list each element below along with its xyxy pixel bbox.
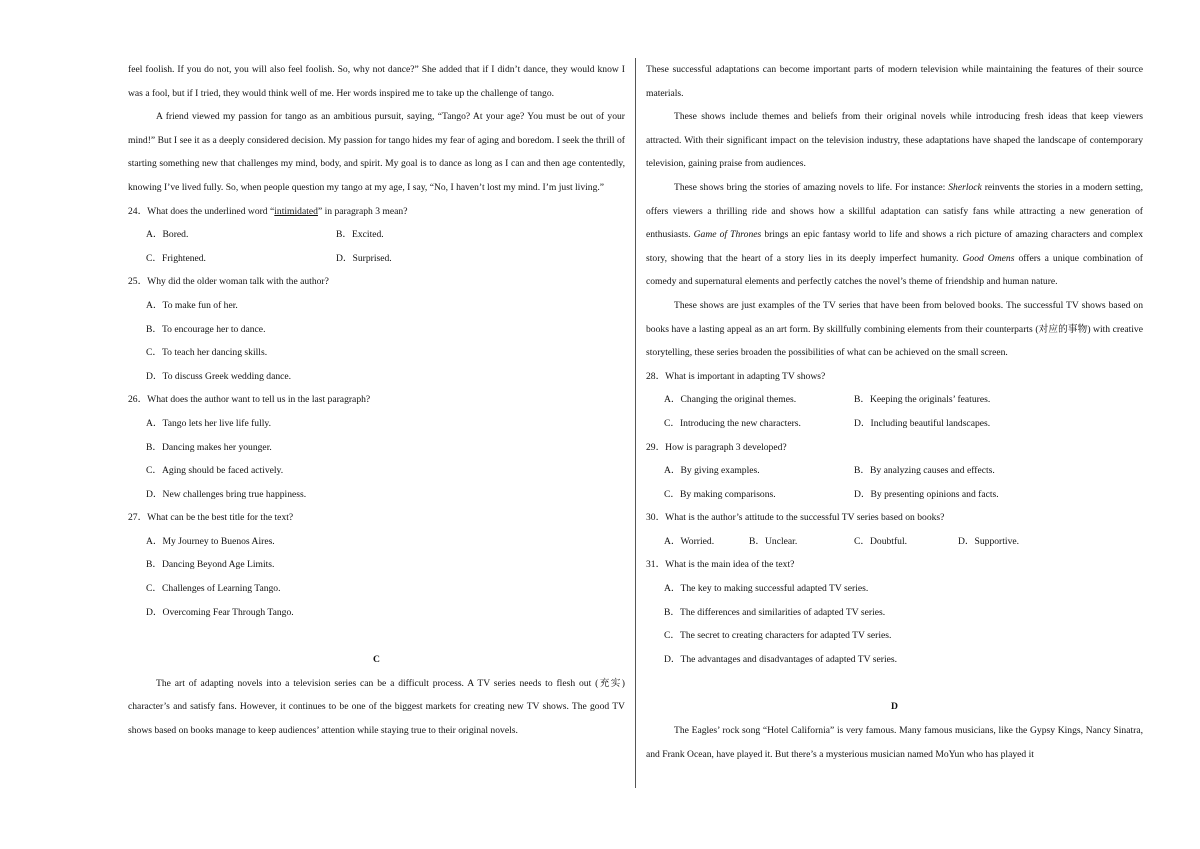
option-c[interactable]: C．Frightened.: [146, 252, 206, 264]
option-c[interactable]: C．By making comparisons.: [664, 488, 776, 500]
title-game-of-thrones: Game of Thrones: [693, 229, 762, 241]
question-stem: 24．What does the underlined word “intimidated” in paragraph 3 mean?: [128, 205, 408, 217]
column-divider: [635, 58, 636, 788]
option-a[interactable]: A．Changing the original themes.: [664, 394, 797, 406]
option-a[interactable]: A．Tango lets her live life fully.: [146, 417, 271, 429]
option-d[interactable]: D．The advantages and disadvantages of adapted TV series.: [664, 653, 898, 665]
section-d-paragraph: The Eagles’ rock song “Hotel California” is very famous. Many famous musicians, like the Gypsy Kings, Nancy Sinatra, and Frank Ocean, have played it. But there’s a mysterious musician named MoYun who has played it: [646, 725, 1143, 760]
question-28: [646, 365, 1143, 436]
question-29: [646, 436, 1143, 507]
option-a[interactable]: A．Worried.: [664, 535, 715, 547]
question-30: [646, 506, 1143, 553]
answer-options: [646, 388, 1143, 435]
option-c[interactable]: C．Introducing the new characters.: [664, 417, 801, 429]
option-d[interactable]: D．Overcoming Fear Through Tango.: [146, 606, 294, 618]
question-26: [128, 388, 625, 506]
option-a[interactable]: A．To make fun of her.: [146, 299, 238, 311]
answer-options: [128, 412, 625, 506]
right-column: [646, 58, 1143, 766]
question-31: [646, 553, 1143, 671]
option-c[interactable]: C．Challenges of Learning Tango.: [146, 583, 281, 595]
paragraph-3: [646, 176, 1143, 294]
text-run: offers a unique combination of comedy and supernatural elements and perfectly catches the novel’s theme of friendship and human nature.: [646, 252, 1144, 288]
question-stem: 28．What is important in adapting TV shows?: [646, 370, 826, 382]
question-stem: 30．What is the author’s attitude to the successful TV series based on books?: [646, 512, 945, 524]
option-b[interactable]: B．Excited.: [336, 229, 384, 241]
answer-options: [646, 530, 1143, 554]
answer-options: [128, 294, 625, 388]
title-sherlock: Sherlock: [948, 181, 982, 193]
left-column: [128, 58, 625, 743]
option-c[interactable]: C．The secret to creating characters for adapted TV series.: [664, 630, 892, 642]
option-d[interactable]: D．Surprised.: [336, 252, 392, 264]
option-b[interactable]: B．Unclear.: [749, 535, 798, 547]
option-b[interactable]: B．Keeping the originals’ features.: [854, 394, 991, 406]
option-b[interactable]: B．Dancing makes her younger.: [146, 441, 272, 453]
option-a[interactable]: A．Bored.: [146, 229, 189, 241]
option-a[interactable]: A．The key to making successful adapted TV series.: [664, 583, 869, 595]
question-stem: 29．How is paragraph 3 developed?: [646, 441, 787, 453]
option-c[interactable]: C．Aging should be faced actively.: [146, 465, 284, 477]
title-good-omens: Good Omens: [962, 252, 1015, 264]
paragraph-continued: feel foolish. If you do not, you will also feel foolish. So, why not dance?” She added that if I didn’t dance, they would know I was a fool, but if I tried, they would think well of me. Her words inspired me to take up the challenge of tango.: [128, 64, 625, 99]
paragraph-2: These shows include themes and beliefs from their original novels while introducing fresh ideas that keep viewers attracted. With their significant impact on the television industry, these adaptations have shaped the landscape of contemporary television, gaining praise from audiences.: [646, 111, 1143, 170]
option-a[interactable]: A．My Journey to Buenos Aires.: [146, 535, 275, 547]
option-d[interactable]: D．New challenges bring true happiness.: [146, 488, 307, 500]
question-24: [128, 200, 625, 271]
option-d[interactable]: D．To discuss Greek wedding dance.: [146, 370, 292, 382]
option-a[interactable]: A．By giving examples.: [664, 465, 760, 477]
option-c[interactable]: C．To teach her dancing skills.: [146, 347, 268, 359]
text-run: reinvents the stories in a modern setting, offers viewers a thrilling ride and shows how a skillful adaptation can satisfy fans while attracting a new generation of enthusiasts.: [646, 181, 1143, 241]
paragraph-4: These shows are just examples of the TV series that have been from beloved books. The successful TV shows based on books have a lasting appeal as an art form. By skillfully combining elements from their counterparts (对应的事物) with creative storytelling, these series broaden the possibilities of what can be achieved on the small screen.: [646, 299, 1143, 359]
answer-options: [646, 577, 1143, 671]
option-b[interactable]: B．By analyzing causes and effects.: [854, 465, 995, 477]
answer-options: [128, 530, 625, 624]
answer-options: [646, 459, 1143, 506]
answer-options: [128, 223, 625, 270]
option-b[interactable]: B．To encourage her to dance.: [146, 323, 266, 335]
paragraph-last: A friend viewed my passion for tango as an ambitious pursuit, saying, “Tango? At your age? You must be out of your mind!” But I see it as a deeply considered decision. My passion for tango hides my fear of aging and boredom. I seek the thrill of starting something new that challenges my mind, body, and spirit. My goal is to dance as long as I can and then age contentedly, knowing I’ve lived fully. So, when people question my tango at my age, I say, “No, I haven’t lost my mind. I’m just living.”: [128, 111, 625, 193]
option-b[interactable]: B．Dancing Beyond Age Limits.: [146, 559, 275, 571]
question-stem: 25．Why did the older woman talk with the author?: [128, 276, 329, 288]
question-stem: 31．What is the main idea of the text?: [646, 559, 795, 571]
paragraph-continued: These successful adaptations can become important parts of modern television while maintaining the features of their source materials.: [646, 64, 1143, 99]
question-stem: 26．What does the author want to tell us in the last paragraph?: [128, 394, 371, 406]
option-d[interactable]: D．Including beautiful landscapes.: [854, 417, 991, 429]
option-d[interactable]: D．Supportive.: [958, 535, 1020, 547]
question-stem: 27．What can be the best title for the text?: [128, 512, 294, 524]
option-c[interactable]: C．Doubtful.: [854, 535, 908, 547]
question-27: [128, 506, 625, 624]
text-run: These shows bring the stories of amazing novels to life. For instance:: [674, 181, 949, 193]
question-25: [128, 270, 625, 388]
option-d[interactable]: D．By presenting opinions and facts.: [854, 488, 999, 500]
section-title-d: D: [891, 701, 898, 713]
text-run: brings an epic fantasy world to life and shows a rich picture of amazing characters and complex story, showing that the heart of a story lies in its deeply imperfect humanity.: [646, 229, 1143, 264]
section-title-c: C: [373, 654, 380, 666]
option-b[interactable]: B．The differences and similarities of adapted TV series.: [664, 606, 886, 618]
section-c-paragraph: The art of adapting novels into a television series can be a difficult process. A TV series needs to flesh out (充实) character’s and satisfy fans. However, it continues to be one of the biggest markets for creating new TV shows. The good TV shows based on books manage to keep audiences’ attention while staying true to their original novels.: [128, 677, 625, 737]
